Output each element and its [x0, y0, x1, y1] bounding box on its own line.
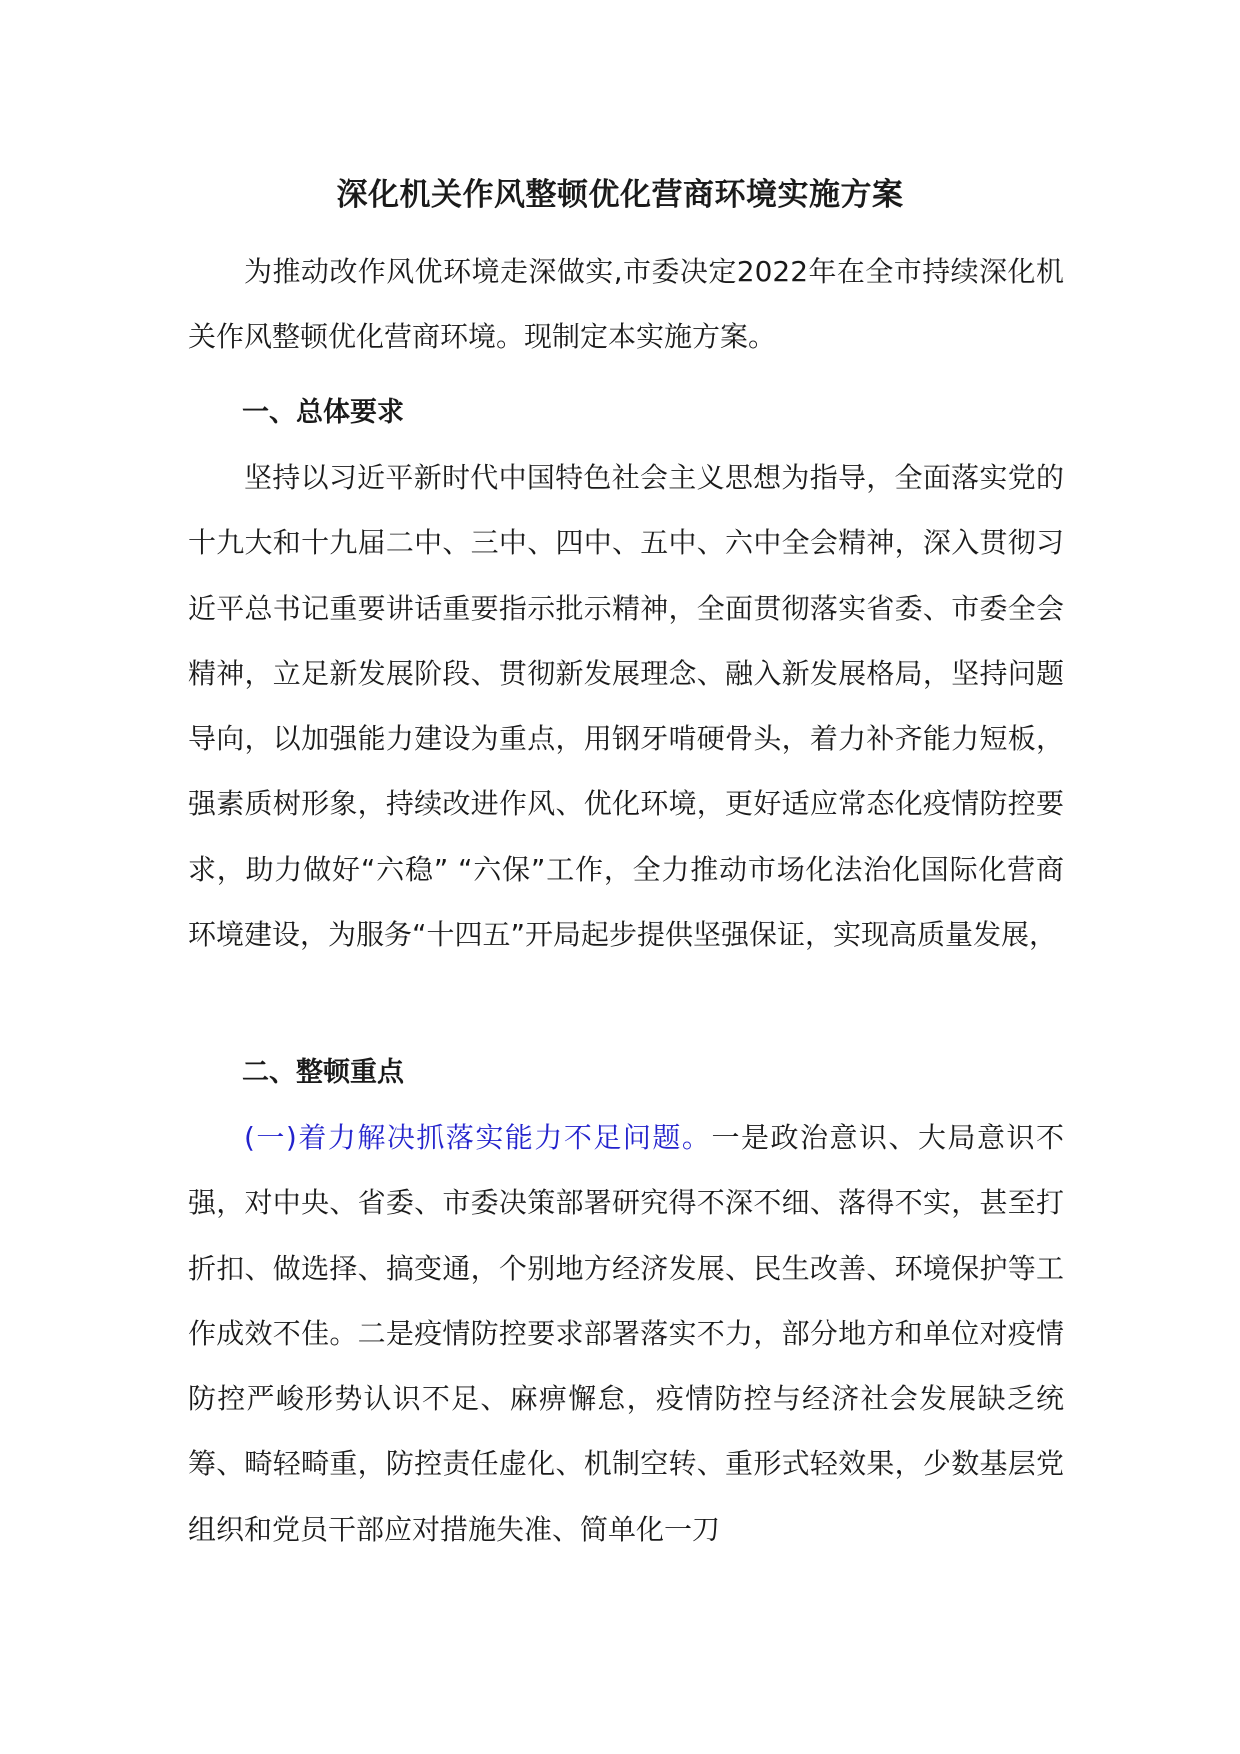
- section-1-heading: 一、总体要求: [242, 397, 404, 428]
- section-2-heading-block: [188, 1040, 1064, 1105]
- section-2-body: [188, 1105, 1064, 1562]
- section-1-heading-block: [188, 380, 1064, 445]
- section-1-body: [188, 445, 1064, 967]
- document-title: 深化机关作风整顿优化营商环境实施方案: [336, 177, 904, 213]
- intro-block: [188, 239, 1064, 370]
- section-1-paragraph: 坚持以习近平新时代中国特色社会主义思想为指导，全面落实党的十九大和十九届二中、三中、四中、五中、六中全会精神，深入贯彻习近平总书记重要讲话重要指示批示精神，全面贯彻落实省委、市委全会精神，立足新发展阶段、贯彻新发展理念、融入新发展格局，坚持问题导向，以加强能力建设为重点，用钢牙啃硬骨头，着力补齐能力短板，强素质树形象，持续改进作风、优化环境，更好适应常态化疫情防控要求，助力做好“六稳” “六保”工作，全力推动市场化法治化国际化营商环境建设，为服务“十四五”开局起步提供坚强保证，实现高质量发展，: [188, 461, 1064, 952]
- section-2-item-1: [188, 1105, 1064, 1562]
- intro-paragraph: 为推动改作风优环境走深做实,市委决定2022年在全市持续深化机关作风整顿优化营商环境。现制定本实施方案。: [188, 255, 1064, 354]
- section-2-item-1-title: (一)着力解决抓落实能力不足问题。: [244, 1121, 712, 1154]
- section-2-item-1-text: 一是政治意识、大局意识不强，对中央、省委、市委决策部署研究得不深不细、落得不实，甚至打折扣、做选择、搞变通，个别地方经济发展、民生改善、环境保护等工作成效不佳。二是疫情防控要求部署落实不力，部分地方和单位对疫情防控严峻形势认识不足、麻痹懈怠，疫情防控与经济社会发展缺乏统筹、畸轻畸重，防控责任虚化、机制空转、重形式轻效果，少数基层党组织和党员干部应对措施失准、简单化一刀: [188, 1121, 1064, 1546]
- section-2-heading: 二、整顿重点: [242, 1057, 404, 1088]
